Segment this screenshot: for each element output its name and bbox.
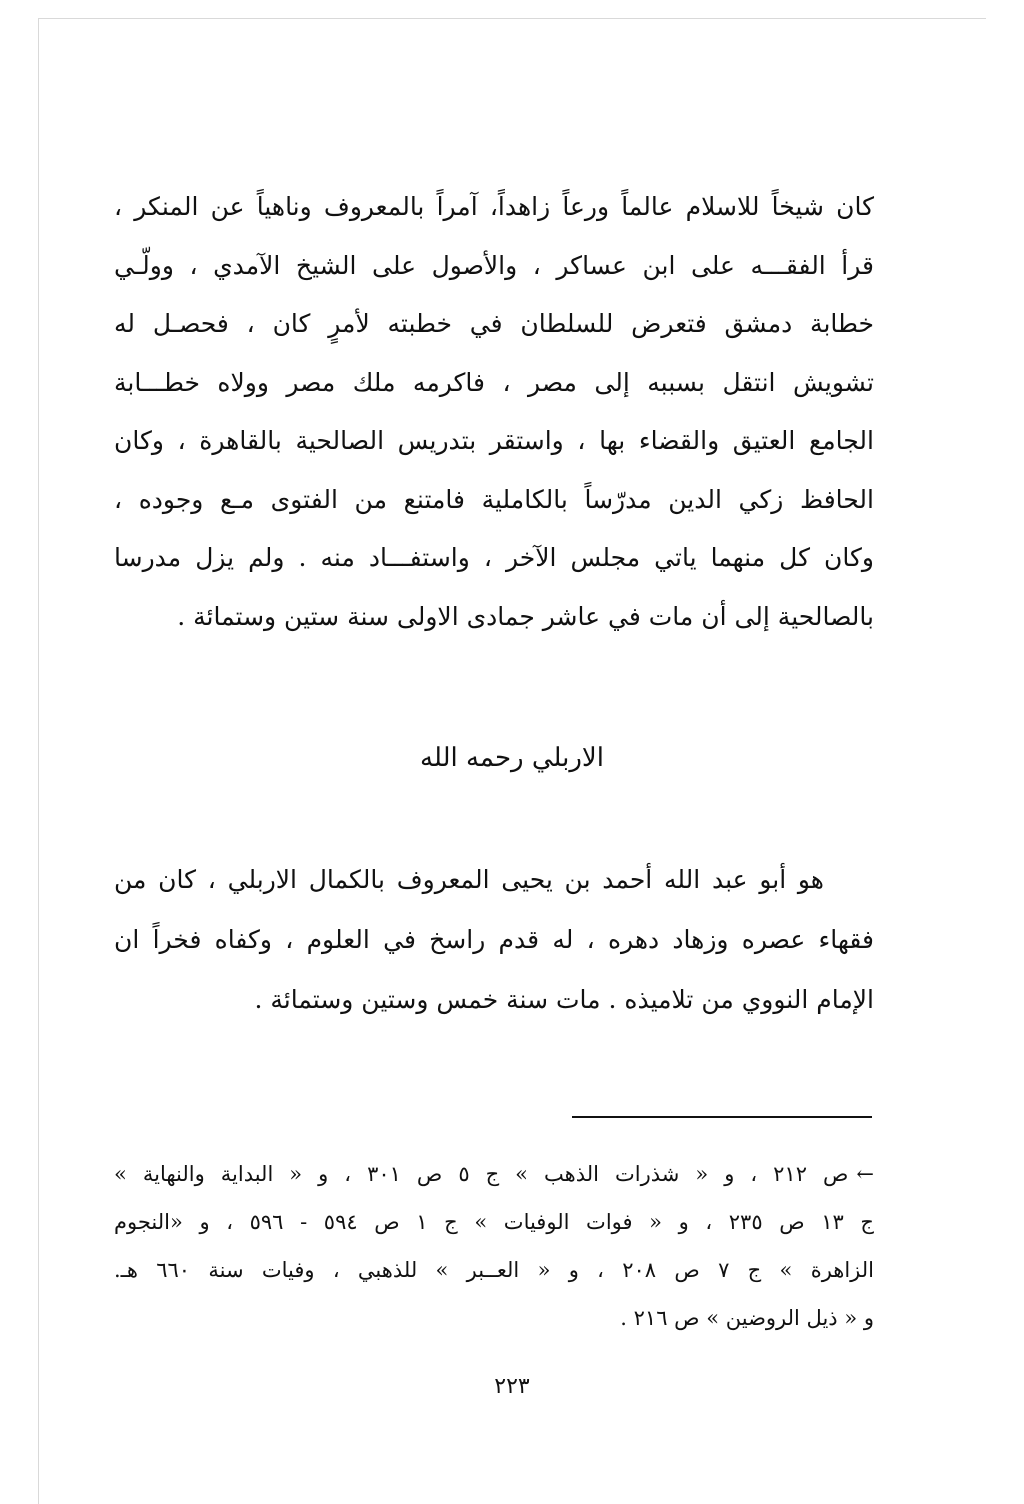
paragraph-line: الجامع العتيق والقضاء بها ، واستقر بتدريس الصالحية بالقاهرة ، وكان [114,426,874,455]
continuation-arrow-icon: ← [856,1162,874,1186]
page-number: ٢٢٣ [494,1374,530,1399]
paragraph-line: قرأ الفقـــه على ابن عساكر ، والأصول على الشيخ الآمدي ، وولّـي [114,250,874,280]
footnote-line: و « ذيل الروضين » ص ٢١٦ . [620,1306,874,1330]
footnote-line [114,1150,874,1198]
paragraph-line: فقهاء عصره وزهاد دهره ، له قدم راسخ في العلوم ، وكفاه فخراً ان [114,925,874,954]
footnotes [114,1150,874,1342]
footnote-divider [572,1116,872,1118]
footnote-line: ج ١٣ ص ٢٣٥ ، و « فوات الوفيات » ج ١ ص ٥٩٤ - ٥٩٦ ، و «النجوم [114,1210,874,1234]
paragraph-biography-1 [114,178,874,646]
paragraph-line: خطابة دمشق فتعرض للسلطان في خطبته لأمرٍ كان ، فحصـل له [114,309,874,338]
paragraph-line: تشويش انتقل بسببه إلى مصر ، فاكرمه ملك مصر وولاه خطـــابة [114,367,874,397]
paragraph-line: بالصالحية إلى أن مات في عاشر جمادى الاولى سنة ستين وستمائة . [177,601,874,631]
footnote-text: ص ٢١٢ ، و « شذرات الذهب » ج ٥ ص ٣٠١ ، و « البداية والنهاية » [114,1162,849,1186]
paragraph-line: الإمام النووي من تلاميذه . مات سنة خمس وستين وستمائة . [254,985,874,1014]
paragraph-line: كان شيخاً للاسلام عالماً ورعاً زاهداً، آمراً بالمعروف وناهياً عن المنكر ، [114,192,874,221]
section-heading: الاربلي رحمه الله [420,743,604,773]
paragraph-line: هو أبو عبد الله أحمد بن يحيى المعروف بالكمال الاربلي ، كان من [114,865,824,894]
paragraph-line: وكان كل منهما ياتي مجلس الآخر ، واستفـــاد منه . ولم يزل مدرسا [114,543,874,572]
footnote-line: الزاهرة » ج ٧ ص ٢٠٨ ، و « العــبر » للذهبي ، وفيات سنة ٦٦٠ هـ. [114,1258,875,1282]
paragraph-line: الحافظ زكي الدين مدرّساً بالكاملية فامتنع من الفتوى مـع وجوده ، [114,484,874,514]
paragraph-biography-2 [114,850,874,1030]
